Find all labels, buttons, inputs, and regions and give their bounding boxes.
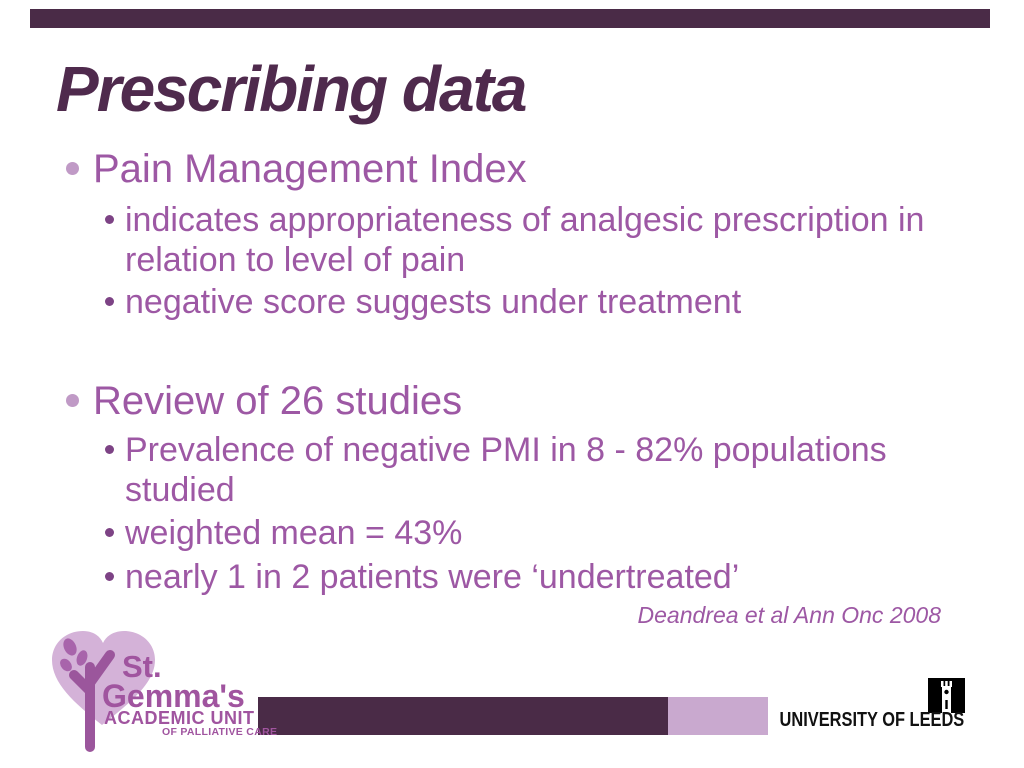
university-of-leeds-label: UNIVERSITY OF LEEDS — [779, 709, 964, 731]
bullet-item-level1 — [66, 146, 527, 192]
bullet-text: Review of 26 studies — [93, 379, 463, 423]
bullet-dot-icon — [66, 162, 79, 175]
bullet-text: Pain Management Index — [93, 147, 527, 191]
bullet-text: nearly 1 in 2 patients were ‘undertreated’ — [125, 558, 740, 596]
bullet-dot-icon — [105, 572, 114, 581]
bullet-item-level2 — [105, 513, 462, 553]
gemma-logo-st: St. — [122, 649, 162, 684]
gemma-logo-name: Gemma's — [102, 678, 245, 714]
bullet-dot-icon — [105, 528, 114, 537]
gemma-logo-academic-unit: ACADEMIC UNIT — [104, 708, 255, 728]
bullet-dot-icon — [105, 445, 114, 454]
top-accent-bar — [30, 9, 990, 28]
bullet-text: Prevalence of negative PMI in 8 - 82% populations studied — [125, 431, 887, 509]
leeds-tower-icon — [928, 678, 965, 713]
bullet-text: negative score suggests under treatment — [125, 283, 742, 321]
bullet-text: indicates appropriateness of analgesic prescription in relation to level of pain — [125, 201, 925, 279]
gemma-logo-palliative-care: OF PALLIATIVE CARE — [162, 726, 278, 738]
bullet-item-level2 — [105, 557, 739, 597]
bullet-dot-icon — [105, 215, 114, 224]
bullet-item-level2 — [105, 430, 905, 510]
slide-title: Prescribing data — [56, 53, 526, 125]
bullet-item-level2 — [105, 200, 950, 280]
bullet-item-level1 — [66, 378, 462, 424]
citation-text: Deandrea et al Ann Onc 2008 — [637, 602, 941, 628]
bullet-text: weighted mean = 43% — [125, 514, 463, 552]
footer-bar-dark — [258, 697, 668, 735]
bullet-item-level2 — [105, 282, 741, 322]
footer-bar-light — [668, 697, 768, 735]
bullet-dot-icon — [66, 394, 79, 407]
bullet-dot-icon — [105, 297, 114, 306]
